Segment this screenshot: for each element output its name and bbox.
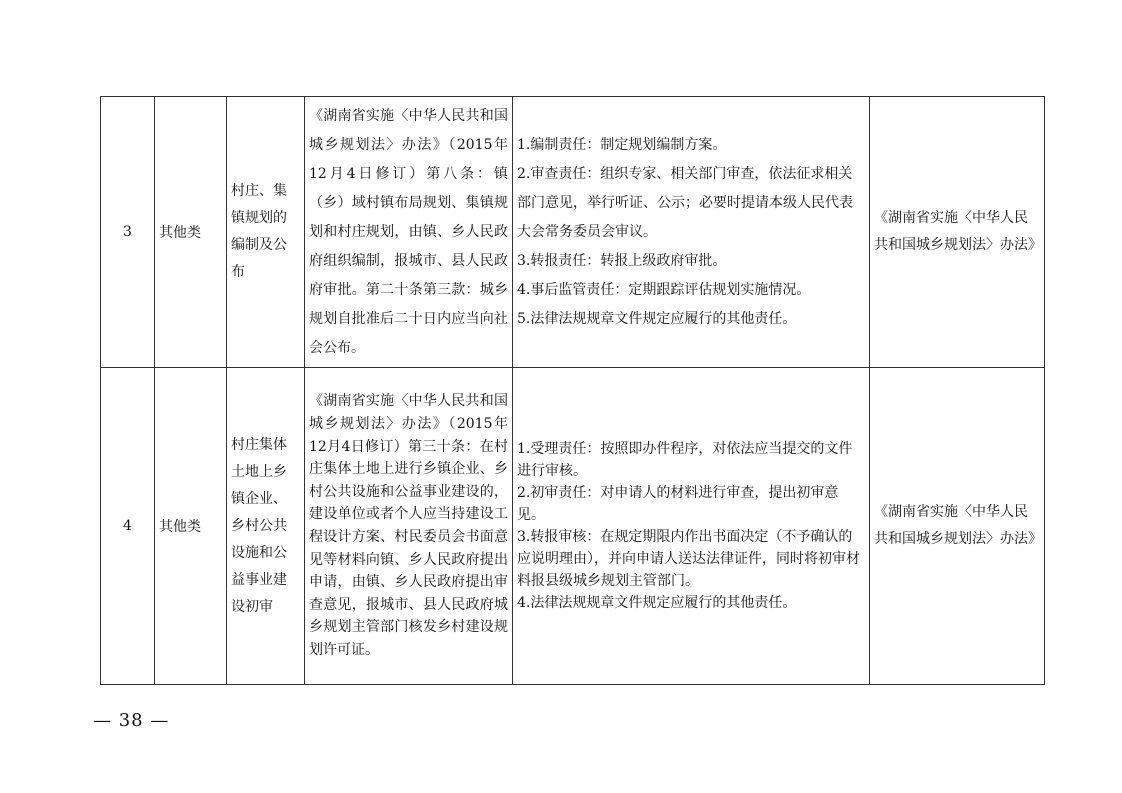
row-number: 3 (101, 97, 155, 368)
item-name-cell: 村庄集体土地上乡镇企业、乡村公共设施和公益事业建设初审 (227, 368, 305, 685)
duty-item: 2.审查责任：组织专家、相关部门审查，依法征求相关部门意见，举行听证、公示；必要时提请本级人民代表大会常务委员会审议。 (517, 165, 853, 240)
law-reference-cell: 《湖南省实施〈中华人民共和国城乡规划法〉办法》 (870, 97, 1045, 368)
duty-item: 1.编制责任：制定规划编制方案。 (517, 136, 727, 153)
duty-item: 3.转报审核：在规定期限内作出书面决定（不予确认的应说明理由），并向申请人送达法律证件，同时将初审材料报县级城乡规划主管部门。 (517, 529, 860, 589)
row-number: 4 (101, 368, 155, 685)
duty-item: 2.初审责任：对申请人的材料进行审查，提出初审意见。 (517, 485, 839, 523)
table-row (101, 97, 1045, 368)
legal-basis-cell: 《湖南省实施〈中华人民共和国城乡规划法〉办法》（2015年12月4日修订）第八条：镇（乡）域村镇布局规划、集镇规划和村庄规划，由镇、乡人民政府组织编制，报城市、县人民政府审批。第二十条第三款：城乡规划自批准后二十日内应当向社会公布。 (305, 97, 513, 368)
duties-cell (513, 97, 870, 368)
duty-item: 5.法律法规规章文件规定应履行的其他责任。 (517, 310, 797, 327)
duties-cell (513, 368, 870, 685)
page-number: — 38 — (93, 710, 170, 731)
legal-basis-cell: 《湖南省实施〈中华人民共和国城乡规划法〉办法》（2015年12月4日修订）第三十条：在村庄集体土地上进行乡镇企业、乡村公共设施和公益事业建设的，建设单位或者个人应当持建设工程设计方案、村民委员会书面意见等材料向镇、乡人民政府提出申请，由镇、乡人民政府提出审查意见，报城市、县人民政府城乡规划主管部门核发乡村建设规划许可证。 (305, 368, 513, 685)
category-cell: 其他类 (155, 368, 227, 685)
duty-item: 4.事后监管责任：定期跟踪评估规划实施情况。 (517, 281, 811, 298)
responsibility-table (100, 96, 1045, 685)
item-name-cell: 村庄、集镇规划的编制及公布 (227, 97, 305, 368)
table-row (101, 368, 1045, 685)
category-cell: 其他类 (155, 97, 227, 368)
duty-item: 4.法律法规规章文件规定应履行的其他责任。 (517, 595, 797, 611)
law-reference-cell: 《湖南省实施〈中华人民共和国城乡规划法〉办法》 (870, 368, 1045, 685)
duty-item: 3.转报责任：转报上级政府审批。 (517, 252, 727, 269)
duty-item: 1.受理责任：按照即办件程序，对依法应当提交的文件进行审核。 (517, 441, 853, 479)
